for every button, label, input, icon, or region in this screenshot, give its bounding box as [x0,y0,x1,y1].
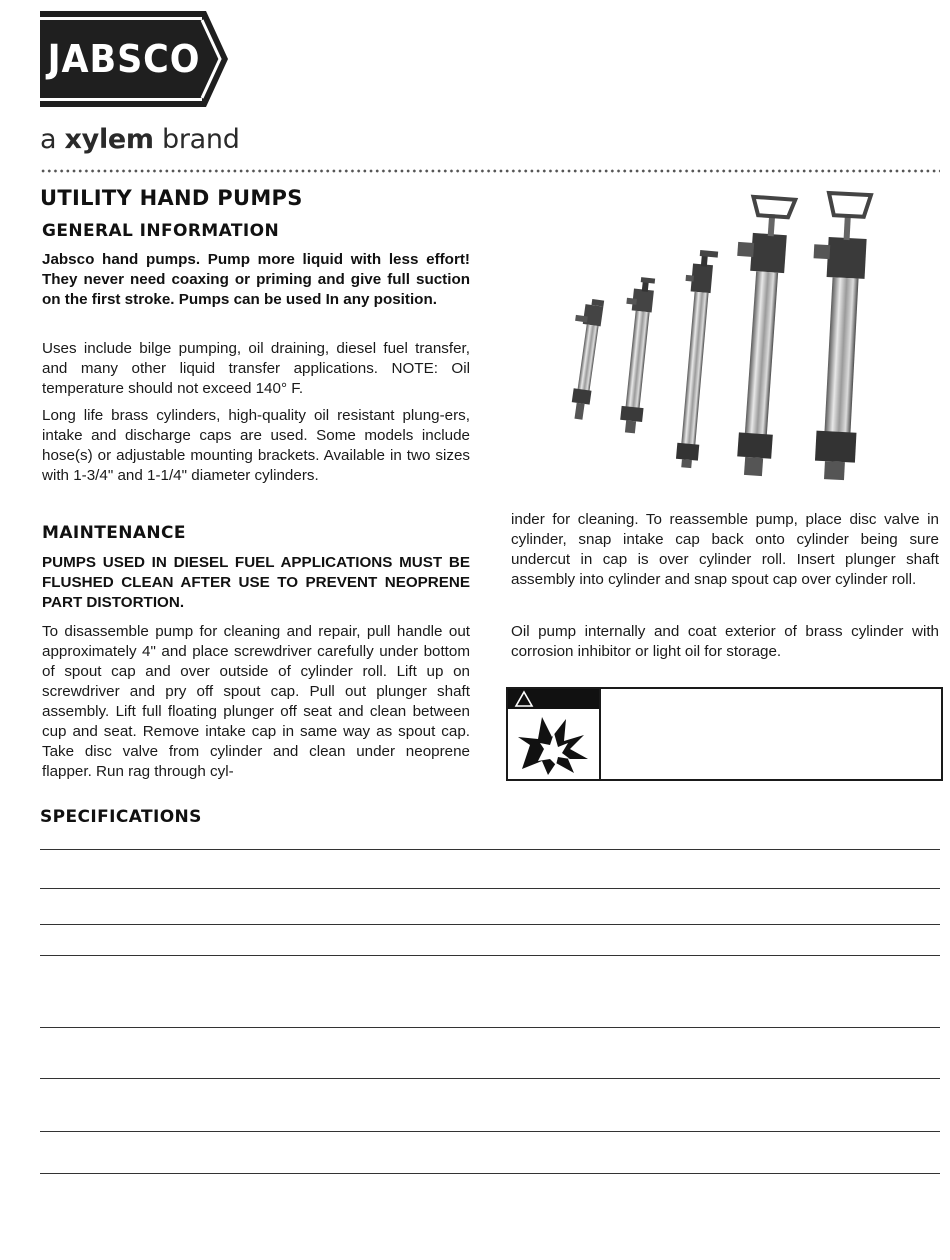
explosion-icon [508,709,599,779]
spec-row-divider [40,1078,940,1079]
spec-row-divider [40,1173,940,1174]
general-construction: Long life brass cylinders, high-quality oil resistant plung-ers, intake and discharge caps are used. Some models include hose(s) or adjustable mounting brackets. Available in two sizes with 1-3/4" and 1-1/4" diameter cylinders. [42,407,470,484]
maintenance-disassembly: To disassemble pump for cleaning and repair, pull handle out approximately 4" and place screwdriver carefully under bottom of spout cap and over outside of cylinder roll. Lift up on screwdriver and pry off spout cap. Pull out plunger shaft assembly. Lift full floating plunger off seat and clean between cup and seat. Remove intake cap in same way as spout cap. Take disc valve from cylinder and clean under neoprene flapper. Run rag through cyl- [42,623,470,780]
brand-name: xylem [64,124,154,155]
page-title: UTILITY HAND PUMPS [40,186,303,210]
dotted-divider [40,168,940,174]
general-uses: Uses include bilge pumping, oil draining, diesel fuel transfer, and many other liquid transfer applications. NOTE: Oil temperature should not exceed 140° F. [42,340,470,397]
specifications-heading: SPECIFICATIONS [40,807,202,827]
spec-row-divider [40,1131,940,1132]
brand-tagline: a xylem brand [40,124,240,155]
product-photo [555,186,950,496]
logo-text: JABSCO [47,37,201,81]
spec-row-divider [40,888,940,889]
warning-triangle-icon [514,690,534,708]
spec-row-divider [40,1027,940,1028]
jabsco-logo [40,11,230,107]
general-information-heading: GENERAL INFORMATION [42,221,280,241]
spec-row-divider [40,849,940,850]
maintenance-reassembly: inder for cleaning. To reassemble pump, place disc valve in cylinder, snap intake cap back onto cylinder being sure undercut in cap is over cylinder roll. Insert plunger shaft assembly into cylinder and snap spout cap over cylinder roll. [511,511,939,588]
warning-icon-cell [508,689,601,779]
spec-row-divider [40,955,940,956]
maintenance-storage: Oil pump internally and coat exterior of brass cylinder with corrosion inhibitor or light oil for storage. [511,623,939,660]
maintenance-heading: MAINTENANCE [42,523,186,543]
warning-box [506,687,943,781]
spec-row-divider [40,924,940,925]
general-intro: Jabsco hand pumps. Pump more liquid with less effort! They never need coaxing or priming and give full suction on the first stroke. Pumps can be used In any position. [42,251,470,308]
maintenance-warning: PUMPS USED IN DIESEL FUEL APPLICATIONS MUST BE FLUSHED CLEAN AFTER USE TO PREVENT NEOPRENE PART DISTORTION. [42,554,470,611]
